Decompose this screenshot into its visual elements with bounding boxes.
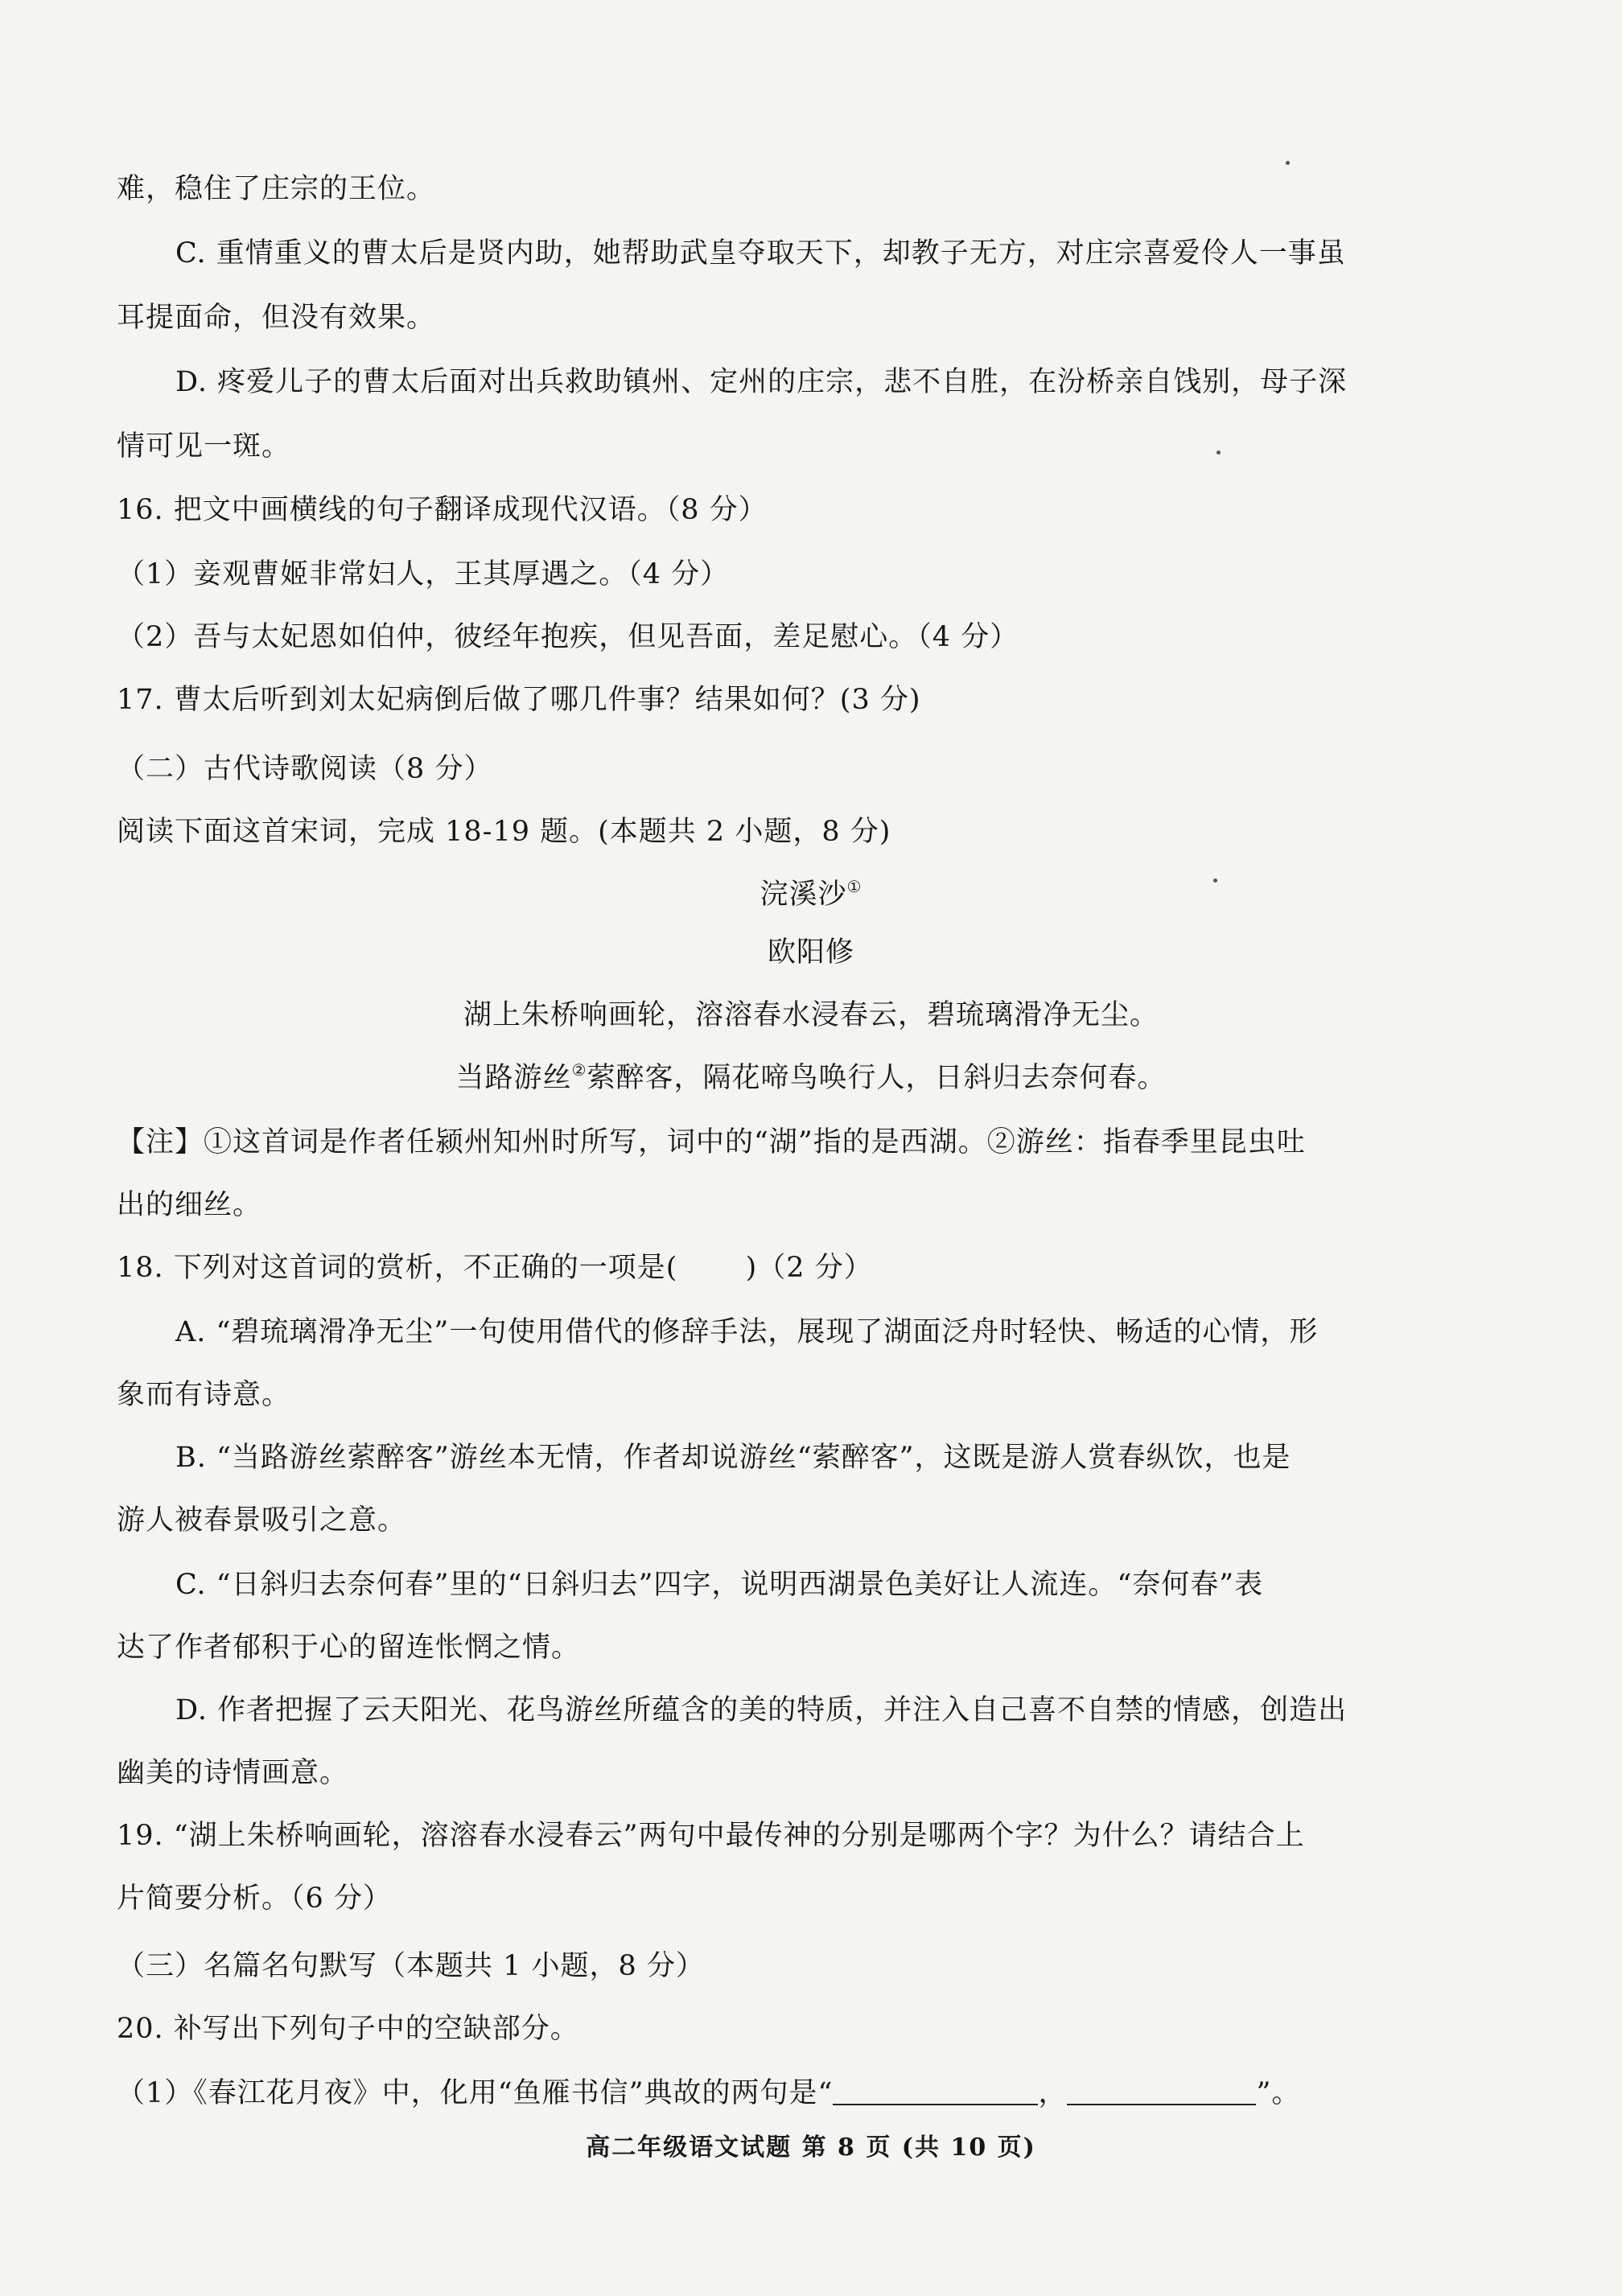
question-16-part-1: （1）妾观曹姬非常妇人，王其厚遇之。（4 分） <box>117 558 730 590</box>
answer-blank-1[interactable] <box>833 2076 1038 2105</box>
question-20-part-1 <box>117 2074 1300 2113</box>
question-16: 16. 把文中画横线的句子翻译成现代汉语。（8 分） <box>117 494 768 526</box>
question-18-option-d-line-2: 幽美的诗情画意。 <box>117 1757 349 1789</box>
section-heading-recitation: （三）名篇名句默写（本题共 1 小题，8 分） <box>117 1950 705 1982</box>
poem-title-note-marker: ① <box>846 877 862 896</box>
option-c-line-1: C. 重情重义的曹太后是贤内助，她帮助武皇夺取天下，却教子无方，对庄宗喜爱伶人一事虽 <box>175 237 1346 270</box>
question-18-option-a-line-2: 象而有诗意。 <box>117 1379 291 1411</box>
poem-line-2 <box>0 1059 1622 1097</box>
blank-separator: ， <box>1038 2077 1068 2109</box>
question-17: 17. 曹太后听到刘太妃病倒后做了哪几件事？结果如何？(3 分) <box>117 684 921 716</box>
question-18-option-a-line-1: A. “碧琉璃滑净无尘”一句使用借代的修辞手法，展现了湖面泛舟时轻快、畅适的心情，形 <box>175 1316 1319 1348</box>
poem-annotation-line-1: 【注】①这首词是作者任颍州知州时所写，词中的“湖”指的是西湖。②游丝：指春季里昆虫吐 <box>117 1126 1306 1158</box>
question-18-option-c-line-1: C. “日斜归去奈何春”里的“日斜归去”四字，说明西湖景色美好让人流连。“奈何春”表 <box>175 1569 1264 1601</box>
question-18-option-d-line-1: D. 作者把握了云天阳光、花鸟游丝所蕴含的美的特质，并注入自己喜不自禁的情感，创造出 <box>175 1694 1348 1726</box>
scan-speck <box>1216 451 1221 455</box>
option-d-line-1: D. 疼爱儿子的曹太后面对出兵救助镇州、定州的庄宗，悲不自胜，在汾桥亲自饯别，母子深 <box>175 366 1348 398</box>
question-18-option-b-line-2: 游人被春景吸引之意。 <box>117 1504 407 1537</box>
poem-annotation-line-2: 出的细丝。 <box>117 1189 262 1221</box>
question-19-line-1: 19. “湖上朱桥响画轮，溶溶春水浸春云”两句中最传神的分别是哪两个字？为什么？请结合上 <box>117 1820 1305 1852</box>
poem-line-2-note-marker: ② <box>571 1060 587 1080</box>
poem-title <box>0 875 1622 914</box>
question-20-part-1-prompt: （1）《春江花月夜》中，化用“鱼雁书信”典故的两句是“ <box>117 2077 834 2109</box>
poem-line-1: 湖上朱桥响画轮，溶溶春水浸春云，碧琉璃滑净无尘。 <box>463 999 1159 1031</box>
option-c-line-2: 耳提面命，但没有效果。 <box>117 302 436 334</box>
scan-speck <box>1286 161 1290 165</box>
poem-title-text: 浣溪沙 <box>760 878 847 911</box>
question-16-part-2: （2）吾与太妃恩如伯仲，彼经年抱疾，但见吾面，差足慰心。（4 分） <box>117 621 1019 653</box>
poem-line-2-part-b: 萦醉客，隔花啼鸟唤行人，日斜归去奈何春。 <box>587 1062 1167 1094</box>
closing-quote: ”。 <box>1256 2077 1301 2109</box>
question-18-option-b-line-1: B. “当路游丝萦醉客”游丝本无情，作者却说游丝“萦醉客”，这既是游人赏春纵饮，也是 <box>175 1442 1291 1474</box>
option-d-line-2: 情可见一斑。 <box>117 430 291 463</box>
scan-speck <box>1213 878 1217 883</box>
question-19-line-2: 片简要分析。（6 分） <box>117 1882 392 1915</box>
question-18-option-c-line-2: 达了作者郁积于心的留连怅惘之情。 <box>117 1631 581 1664</box>
poetry-instructions: 阅读下面这首宋词，完成 18-19 题。(本题共 2 小题，8 分) <box>117 816 891 848</box>
question-20: 20. 补写出下列句子中的空缺部分。 <box>117 2013 579 2045</box>
question-18: 18. 下列对这首词的赏析，不正确的一项是( )（2 分） <box>117 1252 873 1284</box>
section-heading-poetry: （二）古代诗歌阅读（8 分） <box>117 753 493 785</box>
poem-author: 欧阳修 <box>767 936 854 969</box>
page-footer: 高二年级语文试题 第 8 页 (共 10 页) <box>586 2133 1036 2162</box>
poem-line-2-part-a: 当路游丝 <box>455 1062 572 1094</box>
answer-blank-2[interactable] <box>1067 2076 1256 2105</box>
option-b-continuation: 难，稳住了庄宗的王位。 <box>117 173 436 205</box>
